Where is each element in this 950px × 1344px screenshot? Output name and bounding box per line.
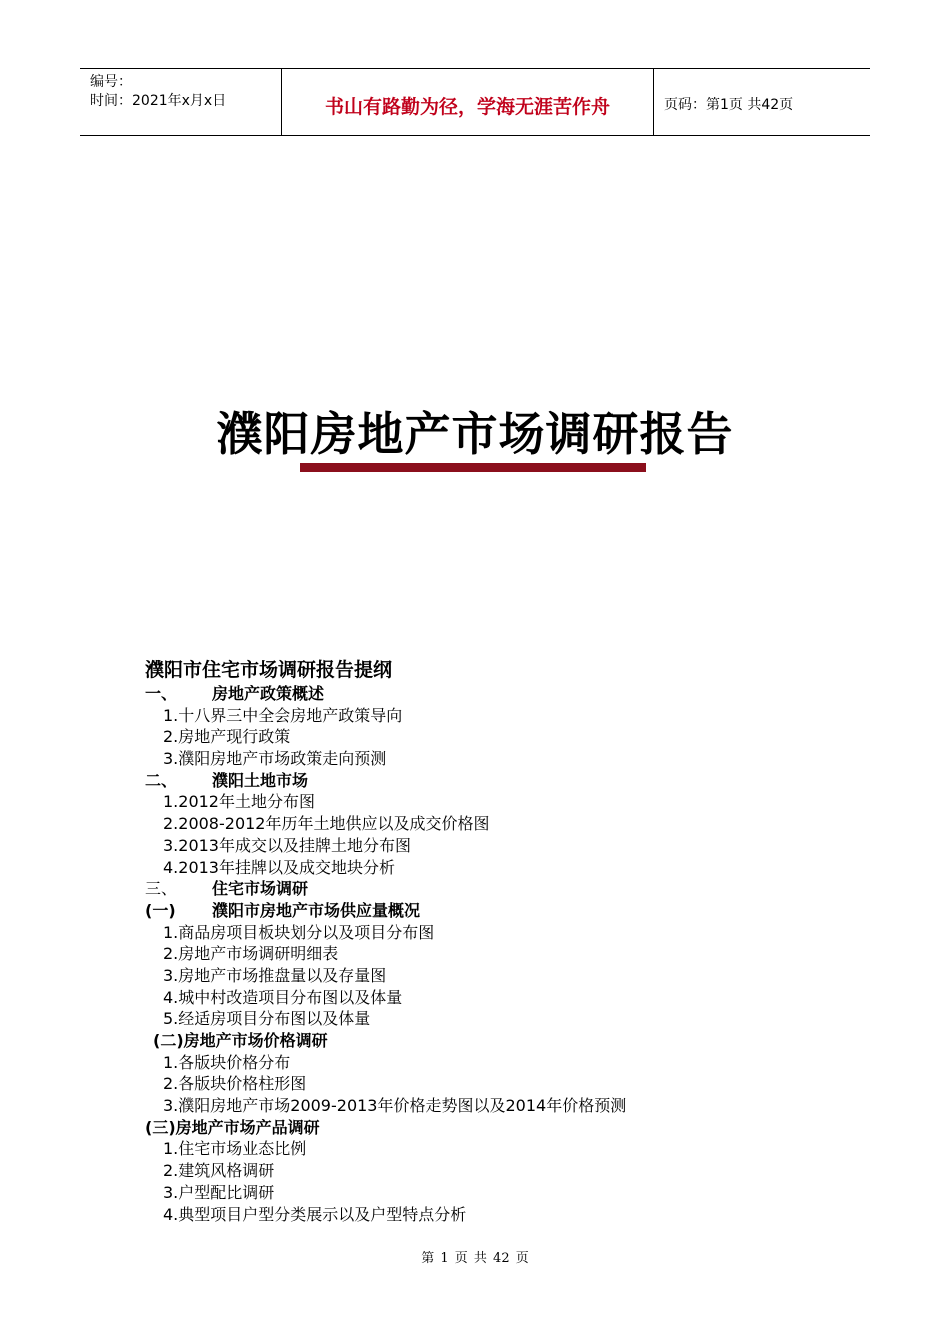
subsection-heading [145,900,626,922]
list-item: 5.经适房项目分布图以及体量 [163,1009,371,1029]
list-item: 3.2013年成交以及挂牌土地分布图 [163,835,411,855]
list-item: 4.城中村改造项目分布图以及体量 [163,987,403,1007]
section-title: 房地产政策概述 [212,684,325,703]
list-item: 1.2012年土地分布图 [163,792,315,812]
section-title: 濮阳市房地产市场供应量概况 [212,900,421,920]
document-title: 濮阳房地产市场调研报告 [216,407,734,461]
header-meta [90,73,226,111]
page-footer: 第 1 页 共 42 页 [421,1251,529,1266]
header-divider [653,69,654,136]
list-item: 2.建筑风格调研 [163,1161,275,1181]
section-heading [145,683,626,705]
list-item: 4.典型项目户型分类展示以及户型特点分析 [163,1204,467,1224]
title-underline-bar [300,463,646,472]
list-item: 1.商品房项目板块划分以及项目分布图 [163,922,435,942]
section-title: 濮阳土地市场 [212,770,309,790]
list-item: 2.房地产现行政策 [163,727,291,747]
list-item: 2.房地产市场调研明细表 [163,944,339,964]
time-label: 时间：2021年x月x日 [90,93,227,109]
section-number: (一) [145,900,176,920]
list-item: 3.户型配比调研 [163,1182,275,1202]
outline [145,657,626,1225]
section-number: 三、 [145,879,178,899]
list-item: 4.2013年挂牌以及成交地块分析 [163,857,395,877]
page-header [80,68,870,136]
subsection-heading: (三)房地产市场产品调研 [145,1117,320,1137]
section-number: 一、 [145,684,178,703]
subsection-heading: (二)房地产市场价格调研 [153,1031,328,1050]
list-item: 1.住宅市场业态比例 [163,1139,307,1159]
list-item: 1.各版块价格分布 [163,1052,291,1072]
section-title: 住宅市场调研 [212,879,309,899]
list-item: 3.房地产市场推盘量以及存量图 [163,965,387,985]
list-item: 1.十八界三中全会房地产政策导向 [163,705,403,725]
section-number: 二、 [145,770,178,790]
header-motto: 书山有路勤为径，学海无涯苦作舟 [324,96,610,118]
list-item: 3.濮阳房地产市场政策走向预测 [163,749,387,769]
number-label: 编号： [90,74,132,90]
section-heading [145,878,626,900]
header-page-info: 页码：第1页 共42页 [664,97,794,113]
list-item: 3.濮阳房地产市场2009-2013年价格走势图以及2014年价格预测 [163,1096,627,1116]
outline-heading: 濮阳市住宅市场调研报告提纲 [145,659,393,681]
section-heading [145,770,626,792]
list-item: 2.2008-2012年历年土地供应以及成交价格图 [163,814,490,834]
list-item: 2.各版块价格柱形图 [163,1074,307,1094]
